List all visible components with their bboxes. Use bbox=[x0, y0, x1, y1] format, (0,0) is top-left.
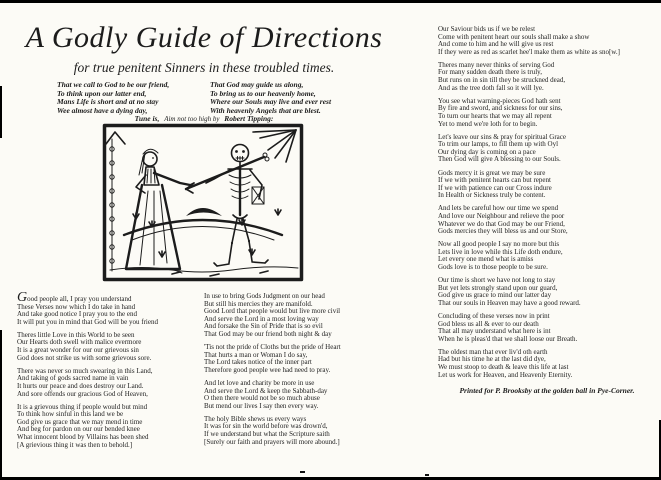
verse-line: It is a grievous thing if people would but mind bbox=[17, 402, 148, 411]
verse-line: Then God will give A blessing to our Souls. bbox=[438, 155, 561, 164]
ground-mound bbox=[110, 208, 298, 276]
intro-verse-left bbox=[57, 81, 207, 115]
verse-line: That we call to God to be our friend, bbox=[57, 80, 170, 89]
verse-line: To bring us to our heavenly home, bbox=[210, 88, 316, 98]
woodcut-svg bbox=[102, 123, 304, 282]
woodcut-illustration bbox=[102, 123, 304, 282]
verse-line: And serve the Lord in a most loving way bbox=[204, 314, 319, 323]
verse-line: God bless us all & ever to our death bbox=[438, 319, 539, 328]
stanza bbox=[17, 332, 209, 362]
verse-line: And sore offends our gracious God of Heaven, bbox=[17, 389, 148, 398]
verse-line: O then there would not be so much abuse bbox=[204, 394, 320, 403]
verse-line: Now all good people I say no more but this bbox=[438, 240, 560, 249]
stanza bbox=[438, 205, 660, 235]
tune-title: Aim not too high by bbox=[164, 115, 220, 123]
tune-line bbox=[8, 114, 400, 123]
verse-line: Our Hearts doth swell with malice evermore bbox=[17, 338, 142, 347]
verse-line: And serve the Lord & keep the Sabbath-day bbox=[204, 386, 328, 395]
stanza bbox=[438, 241, 660, 271]
verse-line: And beg for pardon on our our bended knee bbox=[17, 425, 140, 434]
printer-imprint: Printed for P. Brooksby at the golden ball in Pye-Corner. bbox=[459, 386, 635, 395]
stanza bbox=[204, 380, 406, 410]
verse-line: Our Saviour bids us if we be relest bbox=[438, 25, 536, 33]
verse-line: To think upon our latter end, bbox=[57, 88, 147, 98]
scan-speck bbox=[425, 474, 429, 476]
verse-line: And take good notice I pray you to the end bbox=[17, 310, 137, 319]
verse-line: God give us grace that we may mend in time bbox=[17, 417, 143, 426]
verse-line: To turn our hearts that we may all repent bbox=[438, 111, 552, 120]
verse-line: 'Tis not the pride of Cloths but the pride of Heart bbox=[204, 343, 341, 352]
verse-line: Let every one mend what is amiss bbox=[438, 255, 534, 264]
verse-line: If we with penitent hearts can but repent bbox=[438, 176, 551, 185]
verse-line: It will put you in mind that God will be you friend bbox=[17, 317, 158, 326]
stanza bbox=[438, 62, 660, 92]
verse-line: Theres little Love in this World to be seen bbox=[17, 330, 135, 339]
verse-line: Come with penitent heart our souls shall make a show bbox=[438, 32, 590, 41]
verse-line: But runs on in sin till they be struckned dead, bbox=[438, 76, 566, 85]
stanza bbox=[438, 349, 660, 379]
verse-line: Whatever we do that God may be our Friend, bbox=[438, 219, 565, 228]
stanza bbox=[204, 293, 406, 339]
verse-line: Lets live in love while this Life doth endure, bbox=[438, 247, 563, 256]
verse-line: That God may be our friend both night & day bbox=[204, 329, 332, 338]
verse-line: To think how sinful in this land we be bbox=[17, 410, 124, 419]
stanza bbox=[204, 344, 406, 374]
verse-line: And love our Neighbour and relieve the poor bbox=[438, 211, 565, 220]
verse-line: And come to him and he will give us rest bbox=[438, 40, 554, 49]
stanza bbox=[438, 313, 660, 343]
verse-line: Let's leave our sins & pray for spiritual Grace bbox=[438, 132, 566, 141]
verse-line: If we understand but what the Scripture saith bbox=[204, 430, 330, 438]
stanza bbox=[438, 277, 660, 307]
verse-line: God does not strike us with some grievous sore. bbox=[17, 353, 152, 362]
stanza bbox=[17, 368, 209, 398]
verse-line: When he is pleas'd that we shall loose our Breath. bbox=[438, 334, 578, 343]
verse-line: And as the tree doth fall so it will lye. bbox=[438, 83, 544, 92]
page-subtitle: for true penitent Sinners in these troubled times. bbox=[73, 60, 335, 75]
verse-line: That God may guide us along, bbox=[210, 80, 304, 89]
verse-line: You see what warning-pieces God hath sent bbox=[438, 96, 561, 105]
verse-line: Gods love is to those people to be sure. bbox=[438, 263, 548, 272]
scan-edge-left bbox=[0, 86, 2, 138]
verse-line: Had but his time he at the last did dye, bbox=[438, 355, 546, 364]
sun-rays-icon bbox=[253, 130, 296, 162]
verse-line: Yet to mend we're loth for to begin. bbox=[438, 119, 538, 128]
verse-line: Mans Life is short and at no stay bbox=[57, 97, 159, 107]
verse-line: [Surely our faith and prayers will more abound.] bbox=[204, 437, 340, 446]
verse-line: And taking of gods sacred name in vain bbox=[17, 374, 129, 383]
verse-line: That all may understand what here is int bbox=[438, 327, 551, 336]
verse-line: Wee almost have a dying day, bbox=[57, 105, 148, 115]
scan-edge-top bbox=[0, 0, 661, 3]
verse-line: There was never so much swearing in this Land, bbox=[17, 366, 153, 375]
verse-line: Let us work for Heaven, and Heavenly Eternity. bbox=[438, 370, 573, 379]
woodcut-frame bbox=[105, 126, 302, 280]
verse-line: Theres many never thinks of serving God bbox=[438, 60, 555, 69]
verse-line: To trim our lamps, to fill them up with Oyl bbox=[438, 140, 559, 149]
verse-line: Our time is short we have not long to stay bbox=[438, 276, 556, 285]
verse-line: Our dying day is coming on a pace bbox=[438, 147, 536, 156]
verse-line: In Health or Sickness truly be content. bbox=[438, 191, 546, 200]
verse-line: It hurts our peace and does destroy our Land. bbox=[17, 381, 144, 390]
stanza bbox=[438, 134, 660, 164]
verse-line: It is a great wonder for our our grievous sin bbox=[17, 346, 139, 355]
verse-line: What innocent blood by Villains has been shed bbox=[17, 433, 149, 441]
stanza bbox=[438, 170, 660, 200]
verse-line: God give us grace to mind our latter day bbox=[438, 291, 552, 300]
stanza bbox=[17, 404, 209, 450]
verse-column-middle bbox=[204, 293, 406, 452]
verse-line: Good Lord that people would but live more civil bbox=[204, 307, 341, 316]
verse-line: Gods mercies they will bless us and our Store, bbox=[438, 227, 568, 236]
death-skeleton bbox=[206, 145, 268, 267]
verse-line: And forsake the Sin of Pride that is so evil bbox=[204, 322, 323, 331]
verse-line: The holy Bible shews us every ways bbox=[204, 414, 307, 423]
stanza bbox=[438, 98, 660, 128]
verse-line: By fire and sword, and sickness for our sins, bbox=[438, 104, 563, 113]
verse-line: In use to bring Gods Judgment on our head bbox=[204, 292, 325, 300]
verse-line: And let love and charity be more in use bbox=[204, 378, 315, 387]
verse-line: But mend our lives I say then every way. bbox=[204, 401, 319, 410]
verse-line: Concluding of these verses now in print bbox=[438, 312, 550, 320]
verse-line: Good people all, I pray you understand bbox=[17, 290, 132, 305]
verse-line: For many sudden death there is truly, bbox=[438, 68, 542, 77]
verse-line: Gods mercy it is great we may be sure bbox=[438, 168, 546, 177]
verse-line: We must stoop to death & leave this life at last bbox=[438, 363, 569, 372]
verse-column-right bbox=[438, 26, 660, 385]
chain-post bbox=[106, 132, 125, 271]
verse-line: And lets be careful how our time we spend bbox=[438, 204, 559, 213]
verse-line: These Verses now which I do take in hand bbox=[17, 302, 136, 311]
verse-column-left bbox=[17, 290, 209, 455]
verse-line: That hurts a man or Woman I do say, bbox=[204, 350, 308, 359]
verse-line: If they were as red as scarlet hee'l make them as white as sno[w.] bbox=[438, 47, 620, 56]
scan-speck bbox=[300, 471, 305, 473]
verse-line: That our souls in Heaven may have a good reward. bbox=[438, 298, 581, 307]
tune-author: Robert Tipping: bbox=[224, 114, 274, 123]
verse-line: With heavenly Angels that are blest. bbox=[210, 105, 321, 115]
stanza bbox=[17, 290, 209, 326]
verse-line: Where our Souls may live and ever rest bbox=[210, 97, 332, 107]
verse-line: But yet lets strongly stand upon our guard, bbox=[438, 283, 558, 292]
verse-line: Therefore good people wee had need to pray. bbox=[204, 365, 331, 374]
intro-verse-right bbox=[210, 81, 370, 115]
tune-prefix: Tune is, bbox=[134, 114, 160, 123]
verse-line: It was for sin the world before was drown'd, bbox=[204, 422, 328, 431]
verse-line: If we with patience can our Cross indure bbox=[438, 183, 552, 192]
verse-line: The Lord takes notice of the inner part bbox=[204, 358, 312, 367]
verse-line: [A grievious thing it was then to behold.] bbox=[17, 440, 133, 449]
verse-line: But still his mercies they are manifold. bbox=[204, 299, 313, 308]
verse-line: The oldest man that ever liv'd oth earth bbox=[438, 347, 548, 356]
scan-edge-left bbox=[0, 330, 2, 480]
stanza bbox=[204, 416, 406, 446]
page-title: A Godly Guide of Directions bbox=[25, 21, 383, 54]
stanza bbox=[438, 26, 660, 56]
